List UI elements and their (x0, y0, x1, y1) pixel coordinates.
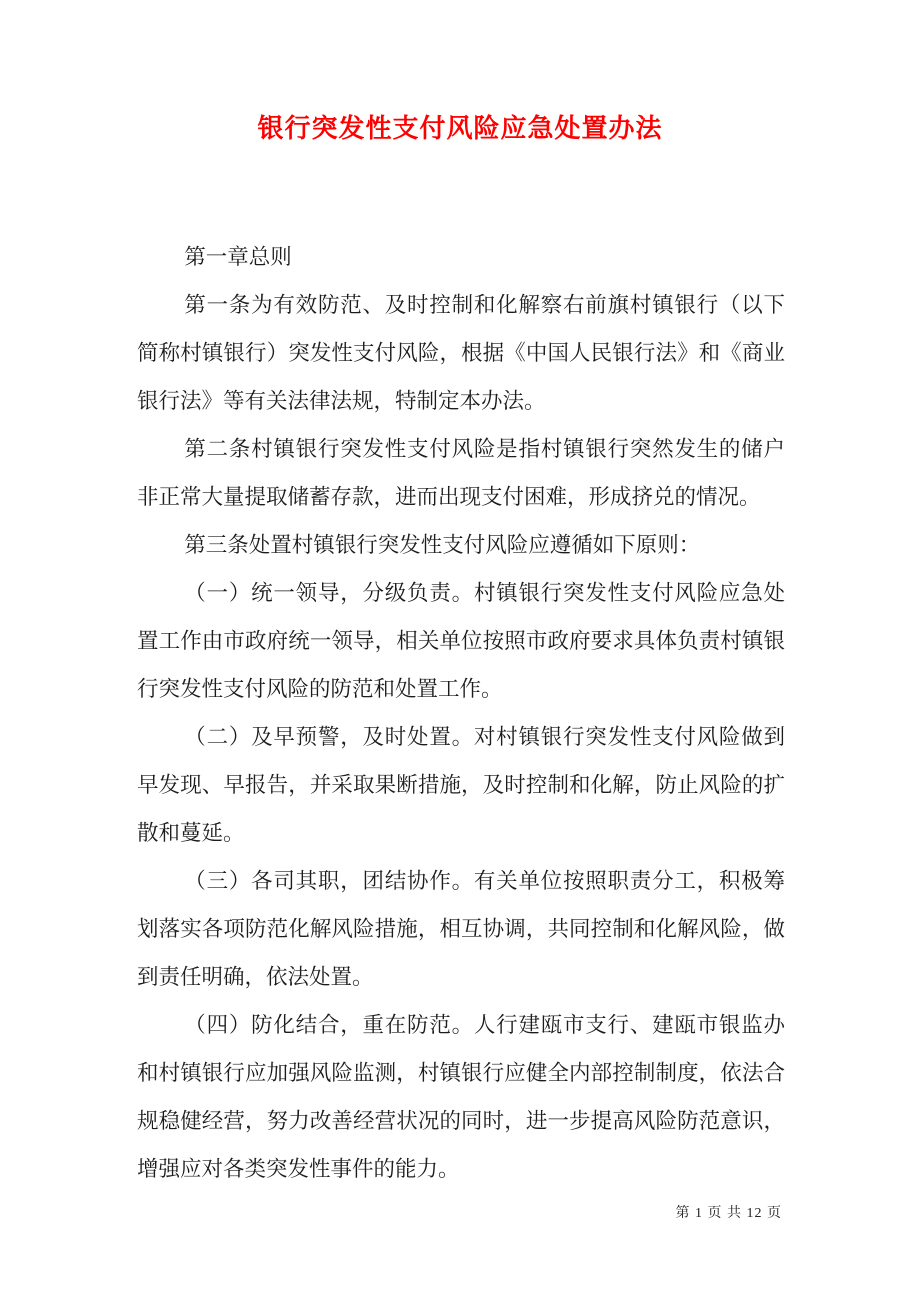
text-line: 第一章总则 (184, 245, 292, 269)
text-line: 银行法》等有关法律法规，特制定本办法。 (137, 389, 546, 413)
text-line: （一）统一领导，分级负责。村镇银行突发性支付风险应急处 (184, 581, 785, 605)
text-line: （二）及早预警，及时处置。对村镇银行突发性支付风险做到 (184, 725, 785, 749)
text-line: 到责任明确，依法处置。 (137, 965, 374, 989)
text-line: 第二条村镇银行突发性支付风险是指村镇银行突然发生的储户 (184, 437, 785, 461)
text-line: 增强应对各类突发性事件的能力。 (137, 1157, 460, 1181)
text-line: 简称村镇银行）突发性支付风险，根据《中国人民银行法》和《商业 (137, 341, 785, 365)
text-line: 行突发性支付风险的防范和处置工作。 (137, 677, 503, 701)
page-number-footer: 第 1 页 共 12 页 (675, 1206, 782, 1221)
text-line: 早发现、早报告，并采取果断措施，及时控制和化解，防止风险的扩 (137, 773, 785, 797)
text-line: 非正常大量提取储蓄存款，进而出现支付困难，形成挤兑的情况。 (137, 485, 761, 509)
text-line: 和村镇银行应加强风险监测，村镇银行应健全内部控制制度，依法合 (137, 1061, 785, 1085)
document-body (137, 233, 785, 1193)
text-line: 第三条处置村镇银行突发性支付风险应遵循如下原则： (184, 533, 701, 557)
text-line: （三）各司其职，团结协作。有关单位按照职责分工，积极筹 (184, 869, 785, 893)
text-line: 划落实各项防范化解风险措施，相互协调，共同控制和化解风险，做 (137, 917, 785, 941)
text-line: 散和蔓延。 (137, 821, 245, 845)
text-line: 规稳健经营，努力改善经营状况的同时，进一步提高风险防范意识， (137, 1109, 785, 1133)
text-line: 置工作由市政府统一领导，相关单位按照市政府要求具体负责村镇银 (137, 629, 785, 653)
text-line: （四）防化结合，重在防范。人行建瓯市支行、建瓯市银监办 (184, 1013, 785, 1037)
document-title: 银行突发性支付风险应急处置办法 (257, 114, 663, 143)
text-line: 第一条为有效防范、及时控制和化解察右前旗村镇银行（以下 (184, 293, 785, 317)
